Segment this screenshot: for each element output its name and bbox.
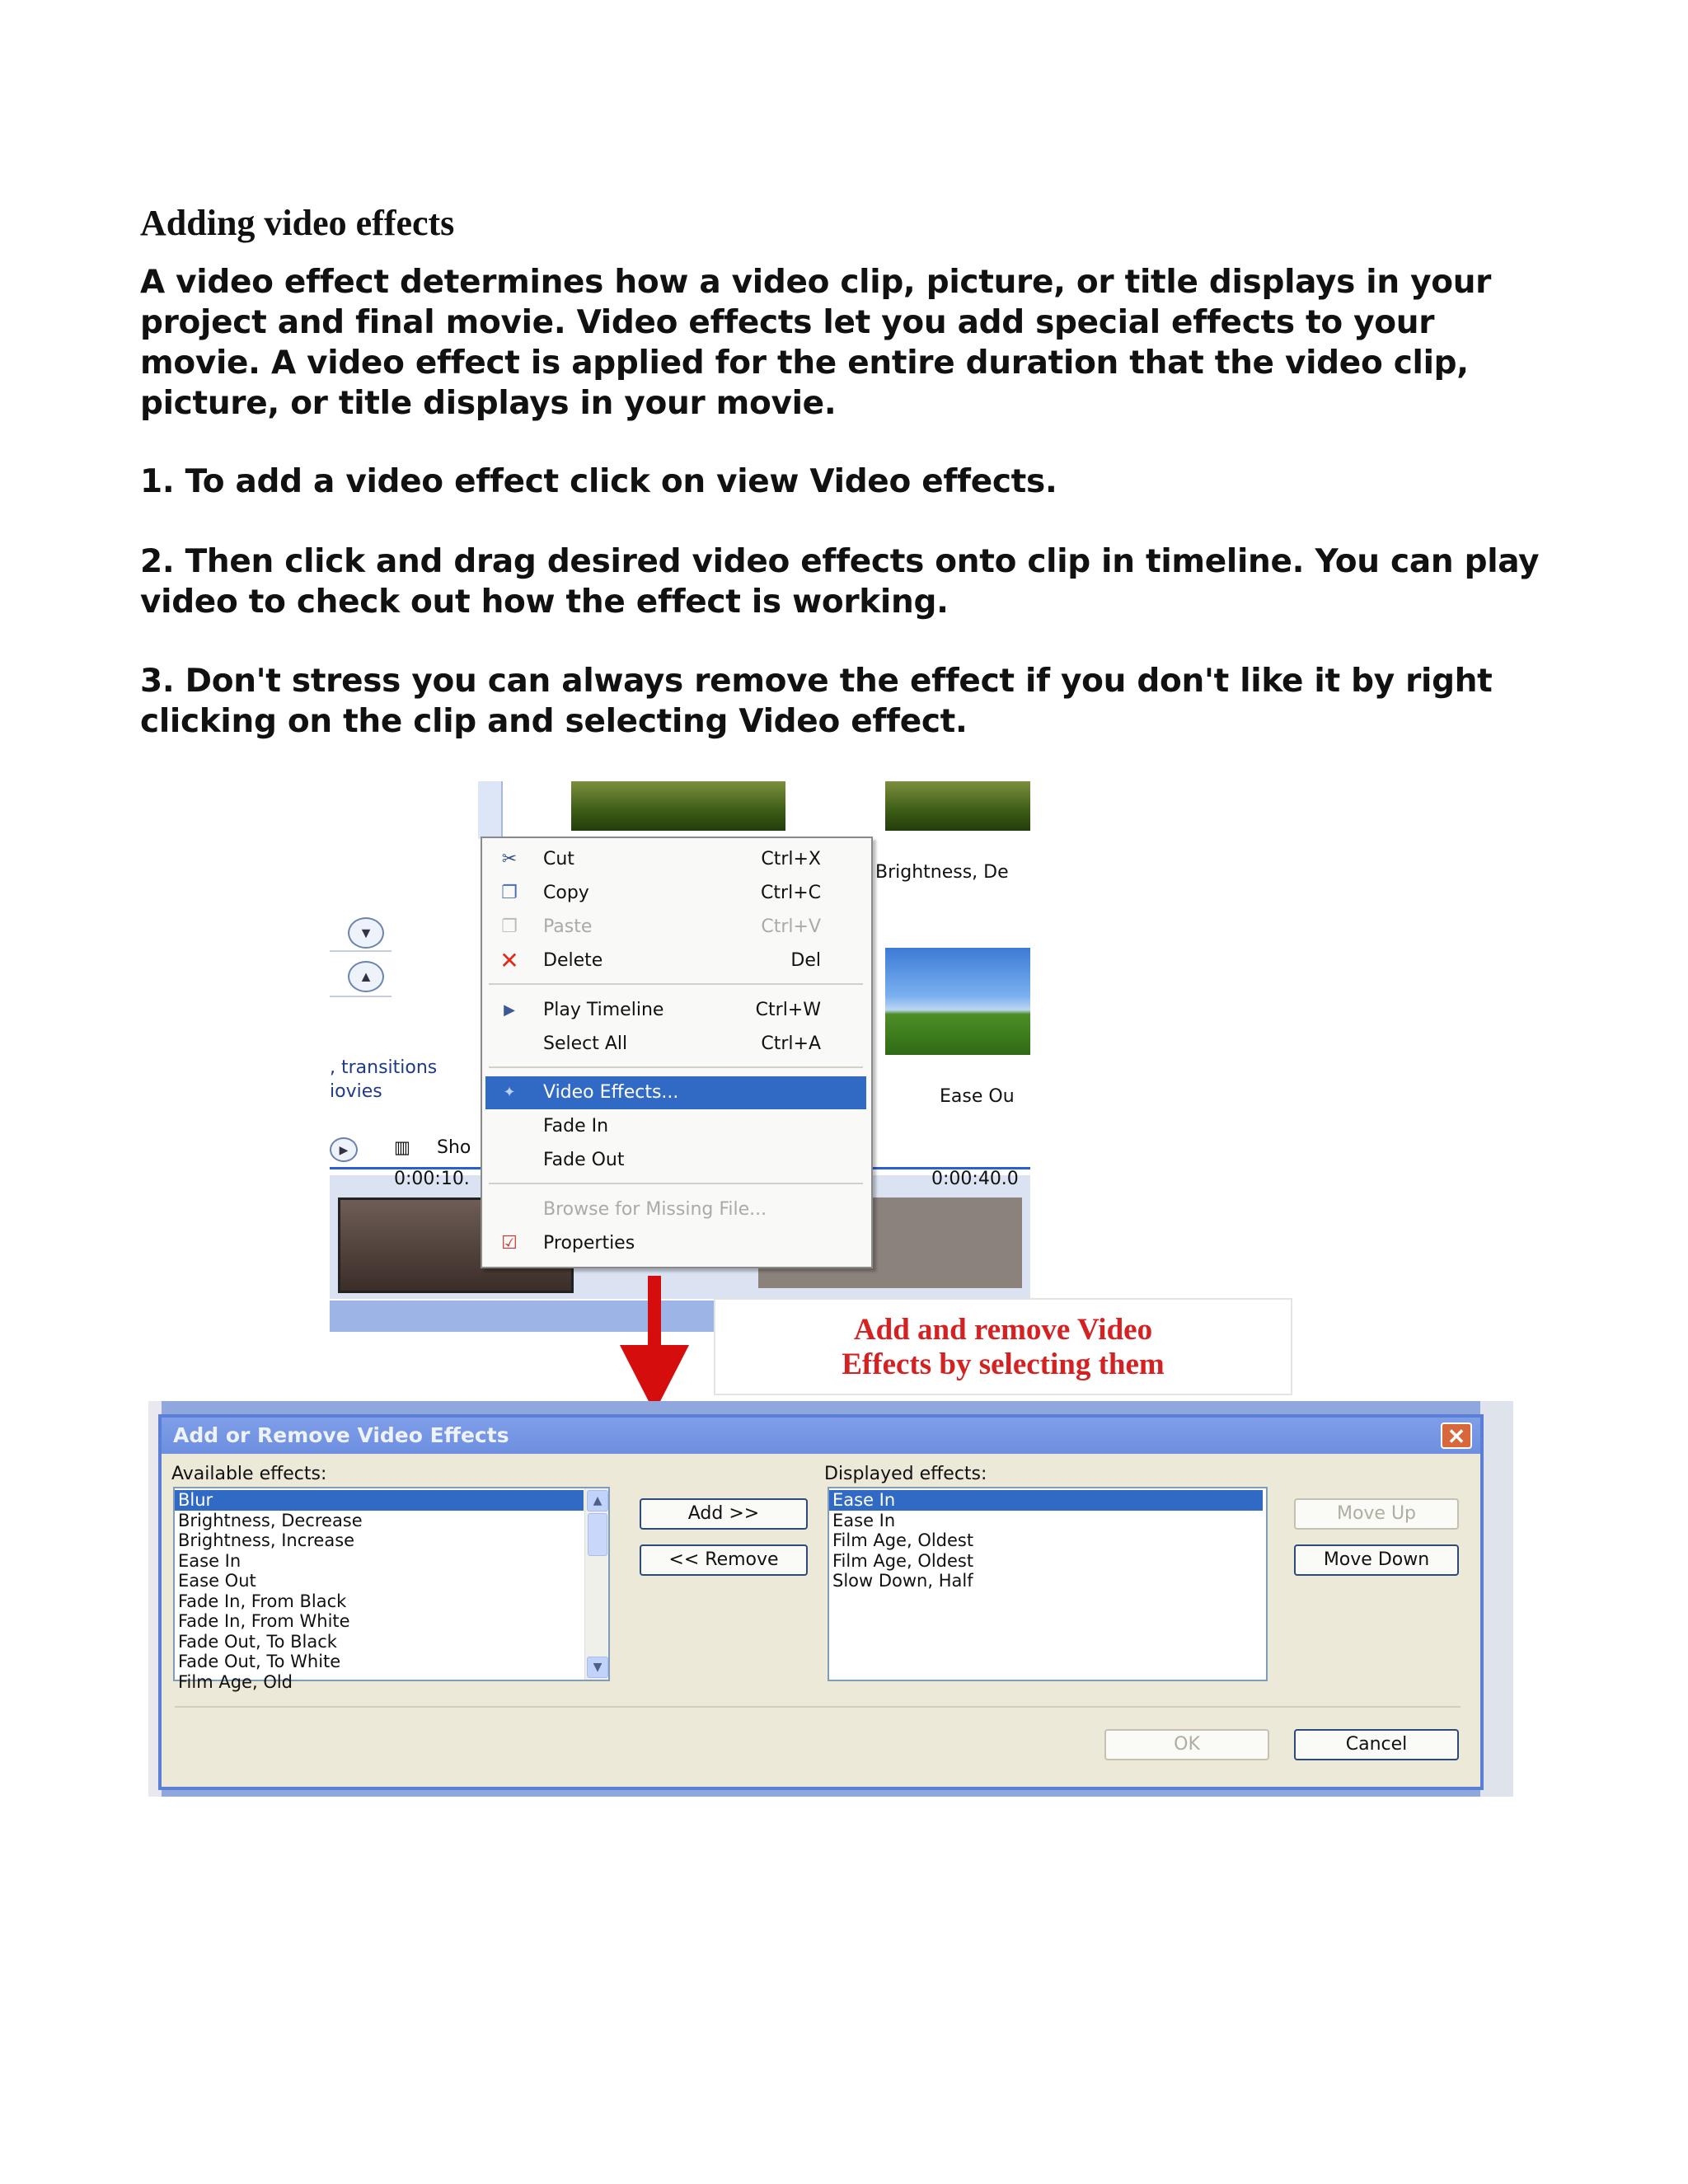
- move-down-button[interactable]: Move Down: [1294, 1544, 1459, 1576]
- menu-item-fade-in[interactable]: [485, 1110, 866, 1143]
- paste-icon: ❐: [501, 916, 518, 937]
- menu-item-shortcut: Del: [790, 950, 821, 971]
- task-link[interactable]: iovies: [330, 1081, 382, 1102]
- time-marker: 0:00:10.: [394, 1169, 470, 1189]
- list-item[interactable]: Fade Out, To Black: [178, 1631, 337, 1652]
- time-marker: 0:00:40.0: [931, 1169, 1019, 1189]
- step-2-text: 2. Then click and drag desired video effects onto clip in timeline. You can play video to check out how the effect is working.: [140, 543, 1540, 621]
- effect-thumbnail[interactable]: [885, 948, 1030, 1055]
- dialog-divider: [175, 1706, 1461, 1708]
- menu-item-label: Play Timeline: [543, 1000, 664, 1020]
- menu-item-play-timeline[interactable]: [485, 994, 866, 1027]
- list-item[interactable]: Blur: [175, 1490, 584, 1511]
- list-item[interactable]: Film Age, Oldest: [832, 1530, 974, 1550]
- list-item[interactable]: Brightness, Increase: [178, 1530, 355, 1550]
- add-remove-effects-screenshot: [148, 1401, 1513, 1797]
- menu-item-label: Fade Out: [543, 1150, 625, 1170]
- scissors-icon: ✂: [501, 849, 518, 869]
- menu-item-shortcut: Ctrl+V: [761, 916, 821, 937]
- ok-button[interactable]: OK: [1104, 1729, 1269, 1760]
- storyboard-strip: [478, 781, 503, 839]
- menu-item-label: Properties: [543, 1233, 635, 1254]
- effect-thumbnail[interactable]: [885, 781, 1030, 831]
- menu-item-cut[interactable]: [485, 843, 866, 876]
- document-title: Adding video effects: [140, 203, 455, 243]
- close-icon[interactable]: ✕: [1441, 1422, 1472, 1449]
- movie-maker-screenshot: [330, 781, 1030, 1332]
- move-up-button[interactable]: Move Up: [1294, 1498, 1459, 1530]
- menu-item-shortcut: Ctrl+A: [761, 1033, 821, 1054]
- menu-item-label: Delete: [543, 950, 603, 971]
- list-item[interactable]: Brightness, Decrease: [178, 1510, 363, 1530]
- menu-item-select-all[interactable]: [485, 1028, 866, 1061]
- list-item[interactable]: Ease In: [832, 1510, 896, 1530]
- list-item[interactable]: Ease In: [829, 1490, 1263, 1511]
- menu-item-shortcut: Ctrl+C: [761, 883, 821, 903]
- thumbnail-label: Ease Ou: [940, 1086, 1015, 1107]
- menu-separator: [489, 983, 863, 985]
- menu-item-properties[interactable]: [485, 1227, 866, 1260]
- divider: [330, 950, 392, 952]
- storyboard-filmstrip-icon[interactable]: ▥: [394, 1137, 410, 1157]
- list-item[interactable]: Slow Down, Half: [832, 1571, 973, 1591]
- list-item[interactable]: Film Age, Oldest: [832, 1550, 974, 1571]
- properties-check-icon: ☑: [501, 1233, 518, 1254]
- menu-separator: [489, 1066, 863, 1068]
- menu-item-shortcut: Ctrl+X: [761, 849, 821, 869]
- available-effects-list[interactable]: [173, 1487, 610, 1692]
- menu-item-label: Cut: [543, 849, 574, 869]
- copy-icon: ❐: [501, 883, 518, 903]
- context-menu: [481, 837, 873, 1268]
- add-remove-video-effects-dialog: [158, 1414, 1484, 1790]
- menu-item-label: Browse for Missing File...: [543, 1199, 767, 1220]
- add-button[interactable]: Add >>: [640, 1498, 808, 1530]
- scroll-up-icon[interactable]: ▲: [587, 1490, 608, 1511]
- displayed-effects-list[interactable]: [828, 1487, 1268, 1681]
- list-scrollbar[interactable]: [584, 1488, 608, 1680]
- available-effects-label: Available effects:: [171, 1464, 327, 1484]
- menu-item-paste: [485, 911, 866, 944]
- scroll-thumb[interactable]: [588, 1513, 607, 1556]
- chevron-down-icon[interactable]: ▼: [348, 917, 384, 949]
- video-effects-icon: ✦: [503, 1084, 516, 1101]
- delete-x-icon: ✕: [499, 947, 519, 974]
- menu-item-fade-out[interactable]: [485, 1144, 866, 1177]
- list-item[interactable]: Ease Out: [178, 1571, 256, 1591]
- displayed-effects-label: Displayed effects:: [824, 1464, 987, 1484]
- scroll-down-icon[interactable]: ▼: [587, 1657, 608, 1678]
- menu-item-label: Select All: [543, 1033, 628, 1054]
- callout-line: Effects by selecting them: [842, 1347, 1165, 1381]
- play-icon: ▶: [504, 1001, 515, 1019]
- menu-item-copy[interactable]: [485, 877, 866, 910]
- divider: [330, 996, 392, 997]
- intro-paragraph: A video effect determines how a video clip, picture, or title displays in your project and final movie. Video effects let you add special effects to your movie. A video effect is applied for the entire duration that the video clip, picture, or title displays in your movie.: [140, 264, 1492, 422]
- list-item[interactable]: Fade In, From Black: [178, 1591, 347, 1611]
- step-3-text: 3. Don't stress you can always remove the effect if you don't like it by right clicking on the clip and selecting Video effect.: [140, 663, 1493, 740]
- arrow-down-icon: [648, 1276, 661, 1350]
- show-storyboard-label[interactable]: Sho: [437, 1137, 471, 1158]
- menu-item-shortcut: Ctrl+W: [755, 1000, 821, 1020]
- callout-box: [714, 1298, 1292, 1395]
- menu-item-video-effects[interactable]: [485, 1076, 866, 1109]
- list-item[interactable]: Ease In: [178, 1550, 241, 1571]
- menu-item-delete[interactable]: [485, 944, 866, 977]
- cancel-button[interactable]: Cancel: [1294, 1729, 1459, 1760]
- menu-item-label: Fade In: [543, 1116, 609, 1137]
- menu-separator: [489, 1183, 863, 1184]
- remove-button[interactable]: << Remove: [640, 1544, 808, 1576]
- task-link[interactable]: , transitions: [330, 1057, 438, 1078]
- menu-item-label: Paste: [543, 916, 593, 937]
- menu-item-browse-missing-file: [485, 1193, 866, 1226]
- step-1-text: 1. To add a video effect click on view Video effects.: [140, 463, 1057, 500]
- effect-thumbnail[interactable]: [571, 781, 785, 831]
- list-item[interactable]: Fade Out, To White: [178, 1652, 341, 1671]
- play-icon[interactable]: ▶: [330, 1137, 358, 1162]
- thumbnail-label: Brightness, De: [875, 862, 1009, 883]
- menu-item-label: Copy: [543, 883, 589, 903]
- list-item[interactable]: Film Age, Old: [178, 1671, 293, 1692]
- chevron-up-icon[interactable]: ▲: [348, 961, 384, 992]
- dialog-title: Add or Remove Video Effects: [173, 1423, 509, 1447]
- menu-item-label: Video Effects...: [543, 1082, 679, 1103]
- callout-line: Add and remove Video: [853, 1313, 1153, 1347]
- dialog-title-bar[interactable]: [162, 1418, 1480, 1454]
- background-window: [1480, 1401, 1513, 1797]
- list-item[interactable]: Fade In, From White: [178, 1611, 350, 1631]
